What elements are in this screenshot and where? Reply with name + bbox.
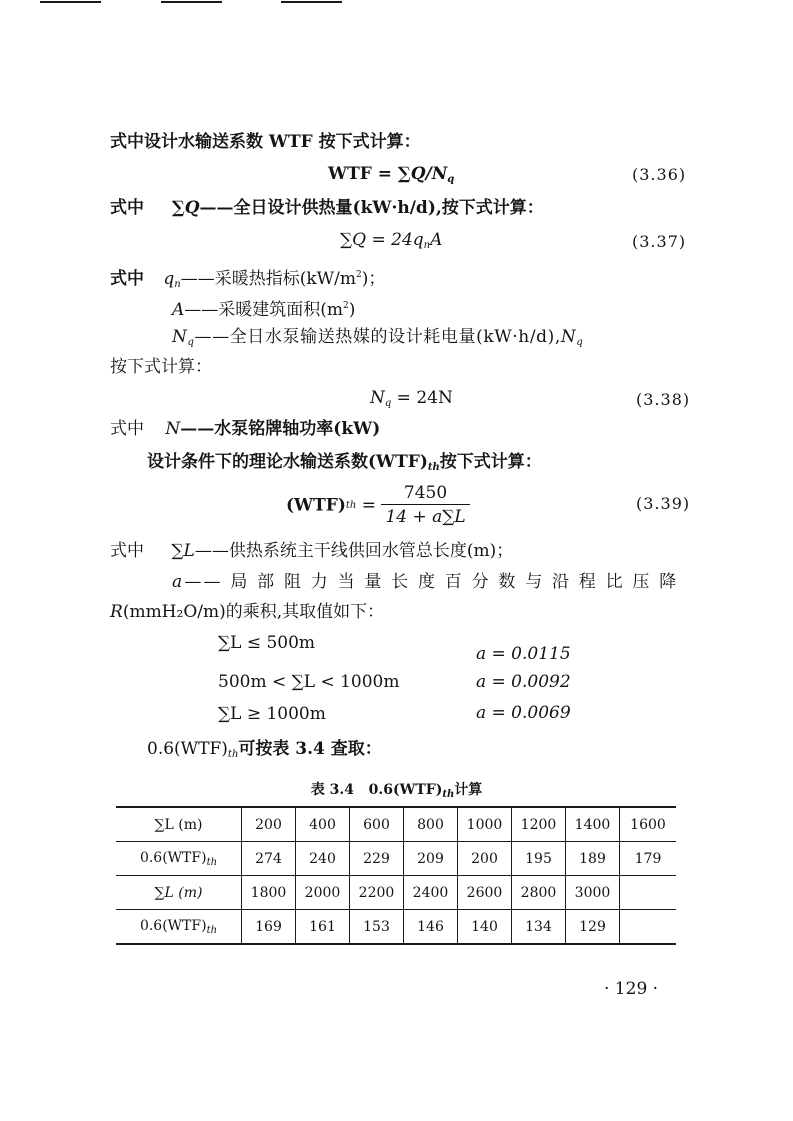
eq-lhs: (WTF)	[286, 495, 346, 516]
where-a	[172, 295, 355, 321]
lookup-text	[147, 738, 382, 766]
top-rule-2	[161, 1, 222, 3]
where-prefix: 式中	[110, 198, 144, 218]
row-header-text: 0.6(WTF)	[139, 849, 207, 866]
where-nq	[172, 326, 583, 354]
table-cell	[620, 910, 677, 945]
condition-2: 500m < ∑L < 1000m	[218, 672, 400, 692]
table-cell: 169	[242, 910, 296, 945]
eq-op: =	[391, 388, 417, 408]
row-header	[116, 876, 242, 910]
numerator: 7450	[381, 482, 469, 505]
row-header	[116, 842, 242, 876]
table-row	[116, 876, 676, 910]
definition: —— 局 部 阻 力 当 量 长 度 百 分 数 与 沿 程 比 压 降	[184, 572, 679, 592]
table-cell: 1200	[512, 807, 566, 842]
symbol-sub: q	[187, 337, 195, 348]
eq-lhs: WTF	[328, 164, 372, 184]
intro-text: 式中设计水输送系数 WTF 按下式计算：	[110, 132, 421, 152]
table-cell: 229	[350, 842, 404, 876]
table-cell	[620, 876, 677, 910]
table-cell: 140	[458, 910, 512, 945]
table-row	[116, 842, 676, 876]
equation-3-36	[328, 163, 454, 191]
where-nq-continued: 按下式计算：	[110, 357, 212, 377]
equation-number: (3.37)	[632, 232, 687, 251]
table-cell: 189	[566, 842, 620, 876]
where-qn	[110, 264, 385, 296]
text-tail: 按下式计算：	[439, 452, 542, 472]
table-cell: 146	[404, 910, 458, 945]
table-cell: 240	[296, 842, 350, 876]
table-row	[116, 910, 676, 945]
table-cell: 134	[512, 910, 566, 945]
definition: ——采暖热指标(kW/m	[180, 269, 357, 289]
eq-op: =	[371, 164, 398, 184]
eq-op: =	[366, 230, 392, 250]
symbol: R	[110, 602, 123, 622]
table-cell: 3000	[566, 876, 620, 910]
where-prefix: 式中	[110, 541, 144, 561]
table-cell: 200	[458, 842, 512, 876]
equation-number: (3.36)	[632, 165, 687, 184]
subscript: th	[227, 749, 239, 760]
condition-3: ∑L ≥ 1000m	[218, 704, 326, 724]
theory-intro	[147, 451, 542, 479]
where-alpha	[172, 571, 678, 593]
symbol: q	[163, 269, 175, 289]
row-header-sub: th	[206, 924, 218, 936]
superscript: 2	[356, 270, 362, 280]
row-header	[116, 910, 242, 945]
condition-value-3: a = 0.0069	[476, 703, 571, 723]
table-cell: 2800	[512, 876, 566, 910]
fraction	[381, 482, 469, 529]
table-cell: 400	[296, 807, 350, 842]
subscript: th	[427, 462, 440, 473]
eq-lhs: ∑Q	[340, 230, 367, 250]
table-3-4	[116, 806, 676, 945]
table-cell: 161	[296, 910, 350, 945]
table-cell: 2400	[404, 876, 458, 910]
caption-label: 表 3.4	[310, 782, 355, 798]
equation-number: (3.38)	[636, 390, 691, 409]
page-number: · 129 ·	[604, 979, 659, 999]
equation-number: (3.39)	[636, 494, 691, 513]
equation-3-37	[340, 229, 442, 257]
definition-tail: )	[348, 300, 356, 320]
eq-lhs: N	[370, 388, 385, 408]
tail-symbol: N	[560, 327, 577, 347]
table-cell: 274	[242, 842, 296, 876]
top-rule-3	[281, 1, 342, 3]
table-cell: 129	[566, 910, 620, 945]
row-header-text: ∑L (m)	[154, 816, 203, 833]
equation-3-38	[370, 387, 453, 415]
symbol: a	[172, 572, 185, 592]
equation-3-39	[286, 482, 470, 529]
caption-sub: th	[442, 789, 455, 800]
text: 设计条件下的理论水输送系数(WTF)	[147, 452, 428, 472]
definition: ——水泵铭牌轴功率(kW)	[180, 419, 381, 439]
definition-tail: )；	[361, 269, 386, 289]
denominator: 14 + a∑L	[385, 507, 466, 527]
where-sum-l	[110, 540, 513, 562]
table-cell: 2600	[458, 876, 512, 910]
symbol: N	[165, 419, 181, 439]
symbol: ∑L	[171, 541, 195, 561]
definition: ——全日水泵输送热媒的设计耗电量(kW·h/d),	[194, 327, 561, 347]
symbol: A	[172, 300, 185, 320]
table-cell: 1000	[458, 807, 512, 842]
row-header	[116, 807, 242, 842]
symbol-sub: n	[174, 279, 181, 290]
eq-rhs-sub: q	[447, 174, 455, 185]
condition-value-2: a = 0.0092	[476, 672, 571, 692]
superscript: 2	[343, 301, 349, 311]
table-caption	[0, 779, 793, 800]
text: (mmH₂O/m)的乘积,其取值如下：	[122, 602, 385, 622]
table-cell: 1400	[566, 807, 620, 842]
table-cell: 2000	[296, 876, 350, 910]
table-cell: 800	[404, 807, 458, 842]
text: 0.6(WTF)	[147, 739, 228, 759]
eq-lhs-sub: th	[345, 500, 357, 511]
condition-1: ∑L ≤ 500m	[218, 633, 316, 653]
condition-value-1: a = 0.0115	[476, 644, 571, 664]
tail-symbol-sub: q	[576, 337, 584, 348]
table-cell: 200	[242, 807, 296, 842]
caption-title: 0.6(WTF)	[368, 782, 443, 798]
table-cell: 2200	[350, 876, 404, 910]
eq-rhs: ∑Q/N	[397, 164, 448, 184]
definition: ——全日设计供热量(kW·h/d),按下式计算：	[199, 198, 544, 218]
definition: ——供热系统主干线供回水管总长度(m)；	[194, 541, 514, 561]
symbol: ∑Q	[171, 198, 200, 218]
row-header-sub: th	[206, 856, 218, 868]
row-header-text: 0.6(WTF)	[139, 917, 207, 934]
where-sum-q	[110, 197, 544, 219]
table-cell: 195	[512, 842, 566, 876]
table-cell: 1800	[242, 876, 296, 910]
eq-op: =	[356, 495, 382, 516]
definition: ——采暖建筑面积(m	[184, 300, 344, 320]
caption-tail: 计算	[454, 782, 483, 798]
text-tail: 可按表 3.4 查取：	[238, 739, 382, 759]
table-cell: 1600	[620, 807, 677, 842]
eq-rhs-sub: n	[423, 240, 431, 251]
where-prefix: 式中	[110, 419, 144, 439]
table-row	[116, 807, 676, 842]
eq-rhs-tail: A	[430, 230, 443, 250]
row-header-text: ∑L (m)	[154, 884, 203, 901]
table-cell: 179	[620, 842, 677, 876]
where-n	[110, 418, 380, 440]
where-alpha-continued	[110, 601, 384, 623]
top-rule-1	[40, 1, 101, 3]
eq-lhs-sub: q	[384, 398, 392, 409]
where-prefix: 式中	[110, 269, 144, 289]
table-cell: 209	[404, 842, 458, 876]
table-cell: 600	[350, 807, 404, 842]
symbol: N	[172, 327, 188, 347]
eq-rhs: 24N	[416, 388, 453, 408]
table-cell: 153	[350, 910, 404, 945]
eq-rhs: 24q	[391, 230, 424, 250]
